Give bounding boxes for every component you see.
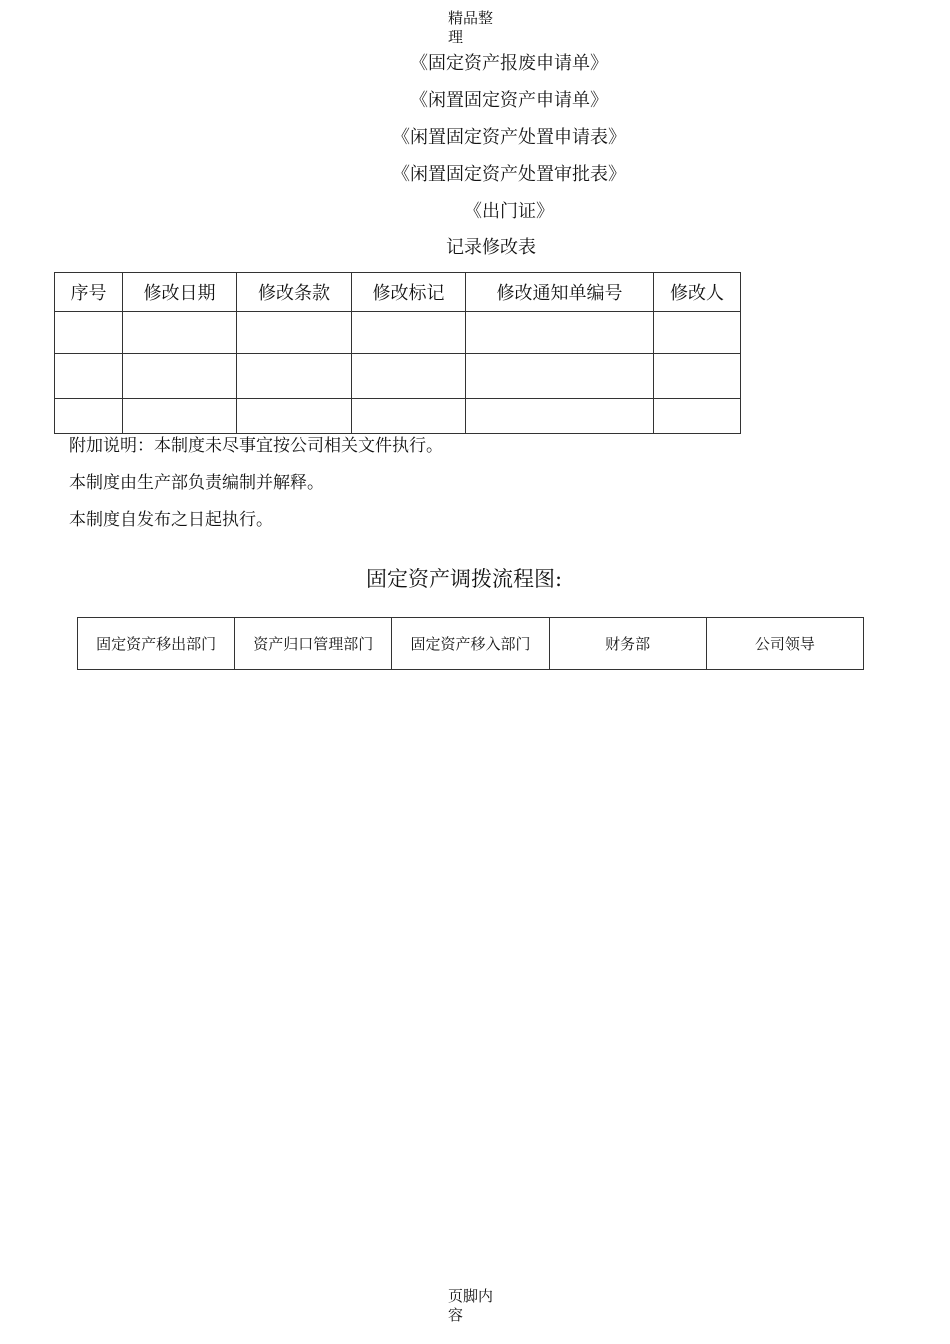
record-table-title: 记录修改表 <box>446 237 536 258</box>
record-table <box>54 272 741 434</box>
table-cell <box>55 354 123 399</box>
table-cell <box>123 354 237 399</box>
table-cell <box>466 312 654 354</box>
table-cell <box>237 312 352 354</box>
flowchart-lane-header <box>77 617 864 670</box>
table-cell <box>237 399 352 434</box>
lane-asset-management-dept: 资产归口管理部门 <box>235 618 392 670</box>
column-header-notice-no: 修改通知单编号 <box>466 273 654 312</box>
table-cell <box>55 399 123 434</box>
table-cell <box>55 312 123 354</box>
lane-transfer-in-dept: 固定资产移入部门 <box>392 618 549 670</box>
form-name-idle-disposal-approval: 《闲置固定资产处置审批表》 <box>392 164 626 185</box>
table-cell <box>352 354 466 399</box>
form-name-idle-disposal-application: 《闲置固定资产处置申请表》 <box>392 127 626 148</box>
table-cell <box>237 354 352 399</box>
form-name-idle-asset-application: 《闲置固定资产申请单》 <box>410 90 608 111</box>
note-author: 本制度由生产部负责编制并解释。 <box>69 473 324 493</box>
record-table-header-row <box>55 273 741 312</box>
table-cell <box>123 312 237 354</box>
form-name-scrap-application: 《固定资产报废申请单》 <box>410 53 608 74</box>
flowchart-title: 固定资产调拨流程图: <box>366 567 563 591</box>
table-cell <box>352 399 466 434</box>
table-cell <box>466 399 654 434</box>
table-cell <box>654 312 741 354</box>
column-header-mark: 修改标记 <box>352 273 466 312</box>
table-row <box>55 399 741 434</box>
note-additional: 附加说明：本制度未尽事宜按公司相关文件执行。 <box>69 436 443 456</box>
table-cell <box>352 312 466 354</box>
page-footer: 页脚内容 <box>448 1287 494 1324</box>
column-header-date: 修改日期 <box>123 273 237 312</box>
table-row <box>55 312 741 354</box>
lane-transfer-out-dept: 固定资产移出部门 <box>78 618 235 670</box>
table-cell <box>654 399 741 434</box>
table-cell <box>654 354 741 399</box>
note-effective: 本制度自发布之日起执行。 <box>69 510 273 530</box>
table-cell <box>466 354 654 399</box>
form-name-exit-pass: 《出门证》 <box>464 201 554 222</box>
table-row <box>55 354 741 399</box>
column-header-editor: 修改人 <box>654 273 741 312</box>
lane-finance-dept: 财务部 <box>549 618 706 670</box>
column-header-clause: 修改条款 <box>237 273 352 312</box>
column-header-seq: 序号 <box>55 273 123 312</box>
lane-company-leadership: 公司领导 <box>706 618 863 670</box>
page-header: 精品整理 <box>448 9 494 46</box>
table-cell <box>123 399 237 434</box>
